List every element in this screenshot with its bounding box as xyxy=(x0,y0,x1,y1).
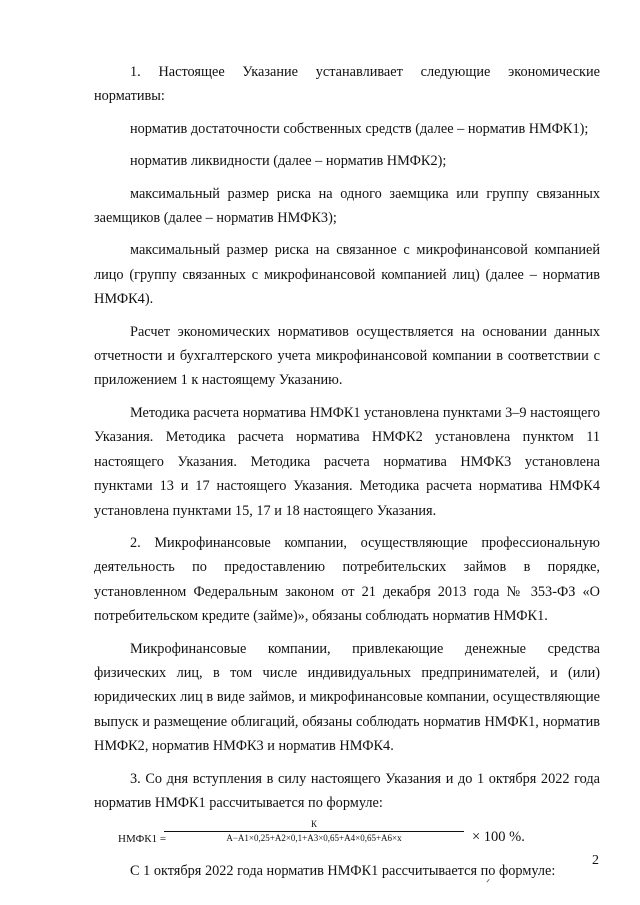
document-body xyxy=(94,60,600,892)
paragraph-2: норматив достаточности собственных средств (далее – норматив НМФК1); xyxy=(130,120,589,137)
paragraph-5: максимальный размер риска на связанное с микрофинансовой компанией лицо (группу связанных с микрофинансовой компанией лиц) (далее – норматив НМФК4). xyxy=(94,242,600,308)
formula-denominator: А−А1×0,25+А2×0,1+А3×0,65+А4×0,65+А6×х xyxy=(226,833,402,844)
paragraph-3: норматив ликвидности (далее – норматив НМФК2); xyxy=(130,153,447,170)
formula-rhs: × 100 %. xyxy=(472,829,525,846)
formula-numerator: К xyxy=(310,819,317,830)
formula-nmfk1 xyxy=(94,817,600,853)
paragraph-6: Расчет экономических нормативов осуществляется на основании данных отчетности и бухгалтерского учета микрофинансовой компании в соответствии с приложением 1 к настоящему Указанию. xyxy=(94,323,600,389)
paragraph-4: максимальный размер риска на одного заемщика или группу связанных заемщиков (далее – норматив НМФК3); xyxy=(94,185,600,227)
paragraph-10: 3. Со дня вступления в силу настоящего Указания и до 1 октября 2022 года норматив НМФК1 рассчитывается по формуле: xyxy=(94,770,600,811)
page-number: 2 xyxy=(592,853,599,868)
fraction-bar xyxy=(164,831,464,832)
formula-lhs: НМФК1 = xyxy=(118,833,167,846)
paragraph-8: 2. Микрофинансовые компании, осуществляющие профессиональную деятельность по предоставлению потребительских займов в порядке, установленном Федеральным законом от 21 декабря 2013 года № 353-ФЗ «О потребительском кредите (займе)», обязаны соблюдать норматив НМФК1. xyxy=(94,534,600,625)
paragraph-9: Микрофинансовые компании, привлекающие денежные средства физических лиц, в том числе индивидуальных предпринимателей, и (или) юридических лиц в виде займов, и микрофинансовые компании, осуществляющие выпуск и размещение облигаций, обязаны соблюдать норматив НМФК1, норматив НМФК2, норматив НМФК3 и норматив НМФК4. xyxy=(94,640,600,755)
paragraph-11: С 1 октября 2022 года норматив НМФК1 рассчитывается по формуле: xyxy=(130,863,556,880)
formula-fraction xyxy=(164,819,464,844)
paragraph-7: Методика расчета норматива НМФК1 установлена пунктами 3–9 настоящего Указания. Методика расчета норматива НМФК2 установлена пунктом 11 настоящего Указания. Методика расчета норматива НМФК3 установлена пунктами 13 и 17 настоящего Указания. Методика расчета норматива НМФК4 установлена пунктами 15, 17 и 18 настоящего Указания. xyxy=(94,404,600,519)
stray-mark: ᐟ xyxy=(486,878,491,889)
paragraph-1: 1. Настоящее Указание устанавливает следующие экономические нормативы: xyxy=(94,64,600,105)
